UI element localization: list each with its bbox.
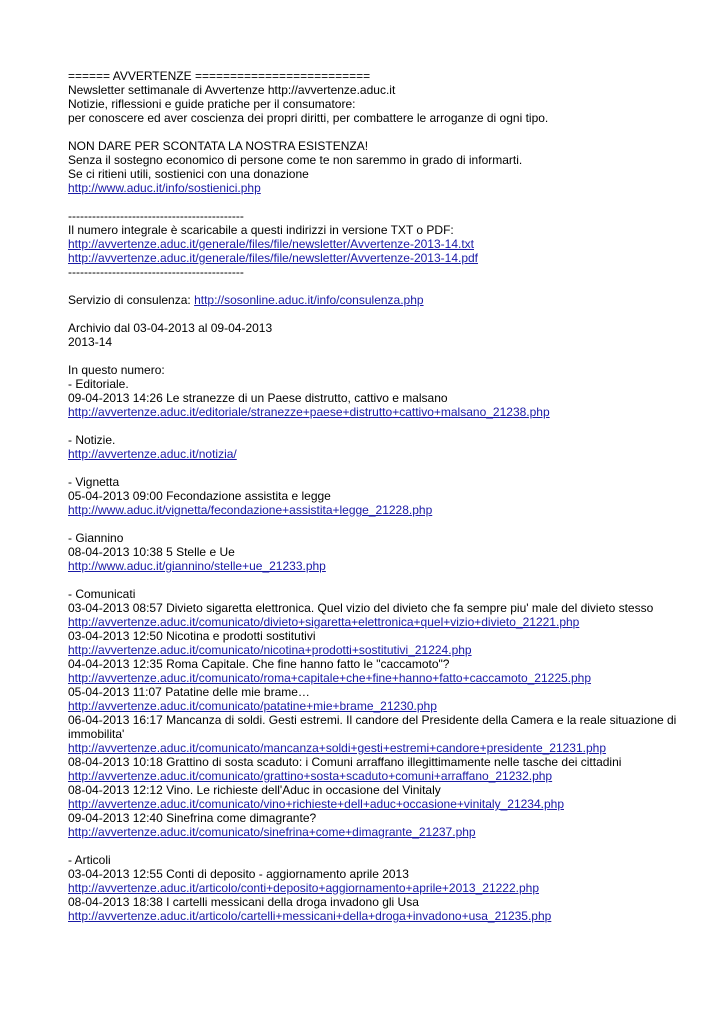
spacer (68, 307, 688, 321)
section-heading-comunicati: - Comunicati (68, 587, 136, 601)
tagline-1: Notizie, riflessioni e guide pratiche per il consumatore: (68, 97, 356, 111)
giannino-link[interactable]: http://www.aduc.it/giannino/stelle+ue_21233.php (68, 559, 326, 573)
issue-number: 2013-14 (68, 335, 113, 349)
spacer (68, 461, 688, 475)
comunicato-entry: 08-04-2013 10:18 Grattino di sosta scaduto: i Comuni arraffano illegittimamente nelle tasche dei cittadini (68, 755, 622, 769)
spacer (68, 125, 688, 139)
comunicato-entry: 05-04-2013 11:07 Patatine delle mie brame… (68, 685, 310, 699)
banner: ====== AVVERTENZE ========================= (68, 69, 371, 83)
comunicato-link[interactable]: http://avvertenze.aduc.it/comunicato/patatine+mie+brame_21230.php (68, 699, 437, 713)
support-text-2: Se ci ritieni utili, sostienici con una donazione (68, 167, 309, 181)
subtitle: Newsletter settimanale di Avvertenze http://avvertenze.aduc.it (68, 83, 396, 97)
download-intro: Il numero integrale è scaricabile a questi indirizzi in versione TXT o PDF: (68, 223, 454, 237)
comunicato-link[interactable]: http://avvertenze.aduc.it/comunicato/vino+richieste+dell+aduc+occasione+vinitaly_21234.php (68, 797, 564, 811)
consulting-line (68, 293, 688, 307)
comunicato-link[interactable]: http://avvertenze.aduc.it/comunicato/nicotina+prodotti+sostitutivi_21224.php (68, 643, 472, 657)
articolo-link[interactable]: http://avvertenze.aduc.it/articolo/cartelli+messicani+della+droga+invadono+usa_21235.php (68, 909, 552, 923)
tagline-2: per conoscere ed aver coscienza dei propri diritti, per combattere le arroganze di ogni tipo. (68, 111, 549, 125)
comunicato-entry: 03-04-2013 08:57 Divieto sigaretta elettronica. Quel vizio del divieto che fa sempre piu' male del divieto stesso (68, 601, 654, 615)
support-text-1: Senza il sostegno economico di persone come te non saremmo in grado di informarti. (68, 153, 523, 167)
support-headline: NON DARE PER SCONTATA LA NOSTRA ESISTENZA! (68, 139, 369, 153)
divider-bottom: -------------------------------------------- (68, 265, 244, 279)
divider-top: -------------------------------------------- (68, 209, 244, 223)
archive-range: Archivio dal 03-04-2013 al 09-04-2013 (68, 321, 273, 335)
comunicato-entry: 06-04-2013 16:17 Mancanza di soldi. Gesti estremi. Il candore del Presidente della Camera e la reale situazione di immobilita' (68, 713, 677, 741)
donate-link[interactable]: http://www.aduc.it/info/sostienici.php (68, 181, 261, 195)
section-heading-articoli: - Articoli (68, 853, 111, 867)
toc-title: In questo numero: (68, 363, 165, 377)
section-heading-giannino: - Giannino (68, 531, 124, 545)
section-heading-notizie: - Notizie. (68, 433, 116, 447)
spacer (68, 573, 688, 587)
editoriale-link[interactable]: http://avvertenze.aduc.it/editoriale/stranezze+paese+distrutto+cattivo+malsano_21238.php (68, 405, 550, 419)
comunicato-entry: 03-04-2013 12:50 Nicotina e prodotti sostitutivi (68, 629, 316, 643)
spacer (68, 279, 688, 293)
txt-download-link[interactable]: http://avvertenze.aduc.it/generale/files/file/newsletter/Avvertenze-2013-14.txt (68, 237, 475, 251)
spacer (68, 517, 688, 531)
comunicato-link[interactable]: http://avvertenze.aduc.it/comunicato/roma+capitale+che+fine+hanno+fatto+caccamoto_21225.php (68, 671, 592, 685)
comunicato-entry: 04-04-2013 12:35 Roma Capitale. Che fine hanno fatto le "caccamoto"? (68, 657, 450, 671)
consulting-link[interactable]: http://sosonline.aduc.it/info/consulenza.php (194, 293, 424, 307)
comunicato-entry: 08-04-2013 12:12 Vino. Le richieste dell'Aduc in occasione del Vinitaly (68, 783, 441, 797)
vignetta-entry: 05-04-2013 09:00 Fecondazione assistita e legge (68, 489, 331, 503)
spacer (68, 195, 688, 209)
vignetta-link[interactable]: http://www.aduc.it/vignetta/fecondazione+assistita+legge_21228.php (68, 503, 433, 517)
spacer (68, 419, 688, 433)
section-heading-vignetta: - Vignetta (68, 475, 120, 489)
consulting-label: Servizio di consulenza: (68, 293, 195, 307)
articolo-entry: 08-04-2013 18:38 I cartelli messicani della droga invadono gli Usa (68, 895, 419, 909)
spacer (68, 839, 688, 853)
articolo-link[interactable]: http://avvertenze.aduc.it/articolo/conti+deposito+aggiornamento+aprile+2013_21222.php (68, 881, 540, 895)
section-heading-editoriale: - Editoriale. (68, 377, 129, 391)
spacer (68, 349, 688, 363)
comunicato-link[interactable]: http://avvertenze.aduc.it/comunicato/grattino+sosta+scaduto+comuni+arraffano_21232.php (68, 769, 553, 783)
comunicato-link[interactable]: http://avvertenze.aduc.it/comunicato/mancanza+soldi+gesti+estremi+candore+presidente_21231.php (68, 741, 607, 755)
giannino-entry: 08-04-2013 10:38 5 Stelle e Ue (68, 545, 235, 559)
articolo-entry: 03-04-2013 12:55 Conti di deposito - aggiornamento aprile 2013 (68, 867, 409, 881)
comunicato-link[interactable]: http://avvertenze.aduc.it/comunicato/sinefrina+come+dimagrante_21237.php (68, 825, 476, 839)
notizie-link[interactable]: http://avvertenze.aduc.it/notizia/ (68, 447, 237, 461)
newsletter-body (68, 69, 688, 923)
comunicato-entry: 09-04-2013 12:40 Sinefrina come dimagrante? (68, 811, 317, 825)
pdf-download-link[interactable]: http://avvertenze.aduc.it/generale/files/file/newsletter/Avvertenze-2013-14.pdf (68, 251, 479, 265)
editoriale-entry: 09-04-2013 14:26 Le stranezze di un Paese distrutto, cattivo e malsano (68, 391, 448, 405)
comunicato-link[interactable]: http://avvertenze.aduc.it/comunicato/divieto+sigaretta+elettronica+quel+vizio+divieto_21221.php (68, 615, 580, 629)
